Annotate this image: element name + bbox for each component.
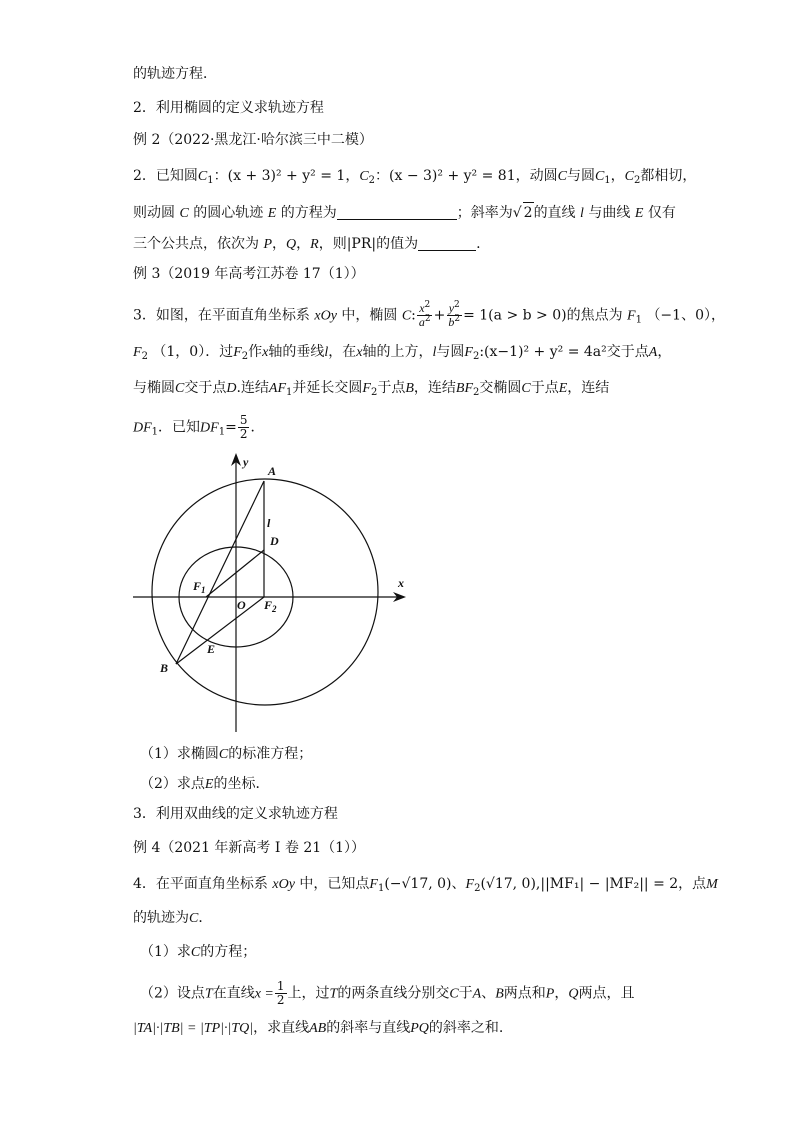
label-f1: $F_1$	[193, 579, 206, 595]
ellipse-circle-figure	[125, 448, 415, 733]
question-4-2: （2）设点T在直线x = $\frac{1}{2}$ 上，过T的两条直线分别交C于A、B两点和P，Q两点，且	[140, 979, 635, 1007]
label-e: E	[207, 642, 216, 656]
label-d: D	[270, 534, 279, 548]
problem-3-line-2: $F_2$ （1，0）．过$F_2$作x轴的垂线l，在x轴的上方，l与圆$F_2:(x-1)^2 + y^2 = 4a^2$交于点A，	[133, 344, 672, 362]
question-3-1: （1）求椭圆C的标准方程；	[140, 746, 313, 762]
question-4-1: （1）求C的方程；	[140, 944, 257, 960]
section-2-heading: 2．利用椭圆的定义求轨迹方程	[133, 100, 324, 116]
problem-2-line-2: 则动圆 C 的圆心轨迹 E 的方程为 ；斜率为√ 2的直线 l 与曲线 E 仅有	[133, 202, 676, 224]
label-x: x	[398, 576, 404, 590]
segment-df1	[206, 550, 264, 597]
answer-blank-2[interactable]	[418, 236, 476, 251]
label-a: A	[268, 464, 277, 478]
problem-4-line-1: 4．在平面直角坐标系 xOy 中，已知点$F_1(-√17$, 0)、$F_2(√17$, 0),||MF₁| − |MF₂|| = 2，点M	[133, 876, 718, 894]
example-3-label: 例 3（2019 年高考江苏卷 17（1））	[133, 266, 365, 282]
problem-4-line-2: 的轨迹为C．	[133, 910, 213, 926]
label-l: l	[267, 516, 271, 530]
example-2-label: 例 2（2022·黑龙江·哈尔滨三中二模）	[133, 132, 373, 148]
label-b: B	[160, 661, 169, 675]
problem-3-line-4: $DF_1$．已知$DF_1=$ $\frac{5}{2}$ ．	[133, 413, 265, 441]
label-o: O	[237, 598, 246, 612]
problem-3-line-1: 3．如图，在平面直角坐标系 xOy 中，椭圆 C: $\frac{x^2}{a^2}$ + $\frac{y^2}{b^2}$ = 1(a > b > 0)的焦点为 $F_1$ （−1、0），	[133, 300, 725, 329]
label-y: y	[243, 455, 249, 469]
label-f2: $F_2$	[264, 598, 277, 614]
problem-4-line-4: |TA|·|TB| = |TP|·|TQ|，求直线AB的斜率与直线PQ的斜率之和.	[133, 1020, 504, 1036]
section-3-heading: 3．利用双曲线的定义求轨迹方程	[133, 806, 338, 822]
circle-f2	[152, 479, 378, 705]
problem-2-line-3: 三个公共点，依次为 P，Q，R，则|PR|的值为 .	[133, 236, 481, 252]
problem-2-line-1: 2．已知圆$C_1$：(x + 3)² + y² = 1，$C_2$：(x − 3)² + y² = 81，动圆C与圆$C_1$，$C_2$都相切，	[133, 168, 697, 186]
problem-3-line-3: 与椭圆C交于点D.连结$AF_1$并延长交圆$F_2$于点B，连结$BF_2$交椭圆C于点E，连结	[133, 380, 610, 398]
question-3-2: （2）求点E的坐标．	[140, 776, 270, 792]
segment-bf2	[176, 597, 264, 664]
answer-blank-1[interactable]	[337, 205, 457, 220]
intro-line: 的轨迹方程．	[133, 66, 217, 82]
example-4-label: 例 4（2021 年新高考 I 卷 21（1））	[133, 840, 366, 856]
